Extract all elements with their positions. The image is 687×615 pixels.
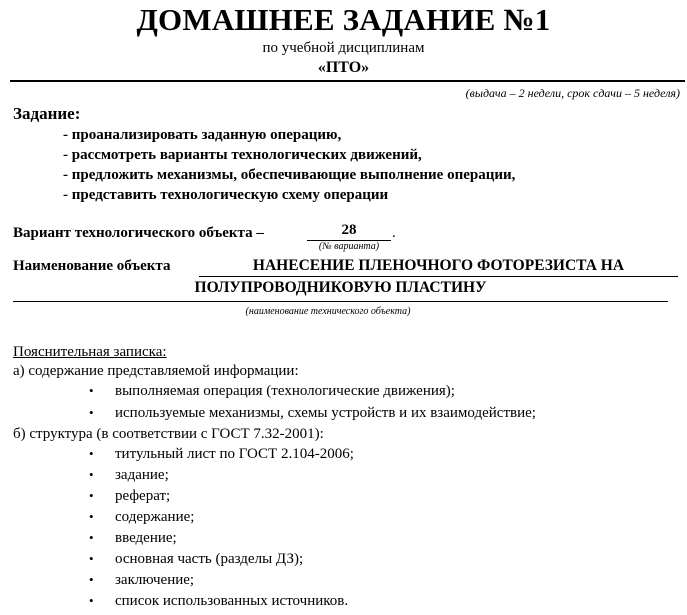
bullet-icon: • xyxy=(89,488,94,503)
document-subtitle: по учебной дисциплинам xyxy=(262,40,425,56)
bullet-icon: • xyxy=(89,446,94,461)
list-item-text: используемые механизмы, схемы устройств и их взаимодействие; xyxy=(115,405,536,421)
list-item-text: введение; xyxy=(115,530,177,546)
object-name-line-1: НАНЕСЕНИЕ ПЛЕНОЧНОГО ФОТОРЕЗИСТА НА xyxy=(199,256,678,277)
bullet-icon: • xyxy=(89,405,94,420)
course-name: «ПТО» xyxy=(317,59,370,76)
list-item xyxy=(89,529,177,547)
object-name-line-2: ПОЛУПРОВОДНИКОВУЮ ПЛАСТИНУ xyxy=(194,279,487,296)
task-item: - рассмотреть варианты технологических движений, xyxy=(63,147,422,163)
issue-deadline-note: (выдача – 2 недели, срок сдачи – 5 неделя) xyxy=(465,86,680,100)
list-item xyxy=(89,382,455,400)
object-name-label: Наименование объекта xyxy=(13,258,171,274)
bullet-icon: • xyxy=(89,551,94,566)
object-name-underline xyxy=(13,301,668,302)
list-item-text: выполняемая операция (технологические движения); xyxy=(115,383,455,399)
bullet-icon: • xyxy=(89,572,94,587)
list-item-text: задание; xyxy=(115,467,169,483)
list-item xyxy=(89,487,170,505)
list-item-text: содержание; xyxy=(115,509,195,525)
task-item: - представить технологическую схему операции xyxy=(63,187,389,203)
bullet-icon: • xyxy=(89,509,94,524)
object-name-caption: (наименование технического объекта) xyxy=(245,306,411,317)
bullet-icon: • xyxy=(89,530,94,545)
task-item: - проанализировать заданную операцию, xyxy=(63,127,342,143)
list-item xyxy=(89,445,354,463)
list-item xyxy=(89,404,536,422)
list-item-text: титульный лист по ГОСТ 2.104-2006; xyxy=(115,446,354,462)
variant-period: . xyxy=(392,225,396,241)
list-item-text: заключение; xyxy=(115,572,195,588)
section-b-heading: б) структура (в соответствии с ГОСТ 7.32-2001): xyxy=(13,426,324,442)
list-item xyxy=(89,550,303,568)
document-title: ДОМАШНЕЕ ЗАДАНИЕ №1 xyxy=(136,2,551,37)
list-item-text: реферат; xyxy=(115,488,171,504)
bullet-icon: • xyxy=(89,467,94,482)
list-item-text: список использованных источников. xyxy=(115,593,349,609)
list-item-text: основная часть (разделы ДЗ); xyxy=(115,551,304,567)
bullet-icon: • xyxy=(89,593,94,608)
list-item xyxy=(89,466,169,484)
list-item xyxy=(89,508,194,526)
variant-caption: (№ варианта) xyxy=(318,241,380,252)
list-item xyxy=(89,571,194,589)
list-item xyxy=(89,592,348,610)
task-item: - предложить механизмы, обеспечивающие выполнение операции, xyxy=(63,167,516,183)
variant-number: 28 xyxy=(307,221,391,241)
explanatory-note-heading: Пояснительная записка: xyxy=(13,344,167,360)
task-heading: Задание: xyxy=(13,104,81,123)
bullet-icon: • xyxy=(89,383,94,398)
header-divider xyxy=(10,80,685,82)
variant-label: Вариант технологического объекта – xyxy=(13,225,264,241)
section-a-heading: а) содержание представляемой информации: xyxy=(13,363,299,379)
